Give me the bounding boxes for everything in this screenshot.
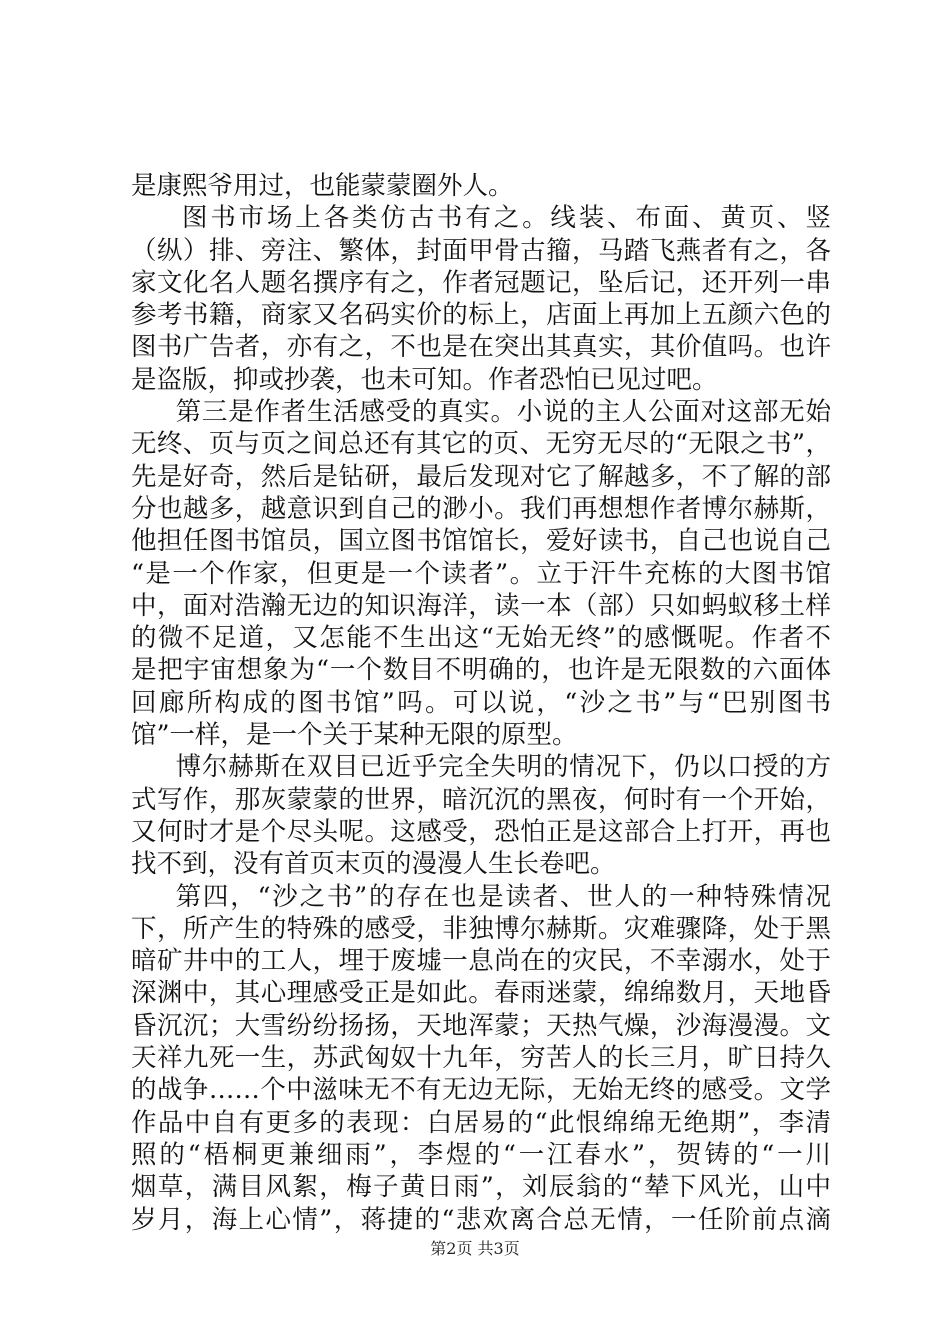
text-line: 他担任图书馆员，国立图书馆馆长，爱好读书，自己也说自己 xyxy=(131,526,831,557)
text-line: “是一个作家，但更是一个读者”。立于汗牛充栋的大图书馆 xyxy=(131,558,831,589)
text-line: 是把宇宙想象为“一个数目不明确的，也许是无限数的六面体 xyxy=(131,655,831,686)
text-line: 暗矿井中的工人，埋于废墟一息尚在的灾民，不幸溺水，处于 xyxy=(131,946,831,977)
text-line: 第四，“沙之书”的存在也是读者、世人的一种特殊情况 xyxy=(175,881,831,912)
text-line: 又何时才是个尽头呢。这感受，恐怕正是这部合上打开，再也 xyxy=(131,816,831,847)
text-line: 是康熙爷用过，也能蒙蒙圈外人。 xyxy=(131,171,514,201)
paragraph xyxy=(131,170,831,202)
text-line: 照的“梧桐更兼细雨”，李煜的“一江春水”，贺铸的“一川 xyxy=(131,1139,831,1170)
text-line: 博尔赫斯在双目已近乎完全失明的情况下，仍以口授的方 xyxy=(175,752,831,783)
page-footer: 第2页 共3页 xyxy=(430,1239,520,1258)
body-text xyxy=(131,170,831,1236)
paragraph xyxy=(131,202,831,396)
text-line: 第三是作者生活感受的真实。小说的主人公面对这部无始 xyxy=(175,397,831,428)
text-line: 分也越多，越意识到自己的渺小。我们再想想作者博尔赫斯， xyxy=(131,493,831,524)
text-line: （纵）排、旁注、繁体，封面甲骨古籀，马踏飞燕者有之，各 xyxy=(131,235,831,266)
text-line: 无终、页与页之间总还有其它的页、无穷无尽的“无限之书”， xyxy=(131,429,831,460)
text-line: 的微不足道，又怎能不生出这“无始无终”的感慨呢。作者不 xyxy=(131,623,831,654)
paragraph xyxy=(131,396,831,751)
text-line: 回廊所构成的图书馆”吗。可以说，“沙之书”与“巴别图书 xyxy=(131,687,831,718)
text-line: 作品中自有更多的表现：白居易的“此恨绵绵无绝期”，李清 xyxy=(131,1107,831,1138)
text-line: 图书广告者，亦有之，不也是在突出其真实，其价值吗。也许 xyxy=(131,332,831,363)
text-line: 下，所产生的特殊的感受，非独博尔赫斯。灾难骤降，处于黑 xyxy=(131,913,831,944)
text-line: 中，面对浩瀚无边的知识海洋，读一本（部）只如蚂蚁移土样 xyxy=(131,590,831,621)
text-line: 式写作，那灰蒙蒙的世界，暗沉沉的黑夜，何时有一个开始， xyxy=(131,784,831,815)
text-line: 图书市场上各类仿古书有之。线装、布面、黄页、竖 xyxy=(182,203,831,234)
text-line: 馆”一样，是一个关于某种无限的原型。 xyxy=(131,720,578,751)
text-line: 是盗版，抑或抄袭，也未可知。作者恐怕已见过吧。 xyxy=(131,364,718,395)
text-line: 家文化名人题名撰序有之，作者冠题记，坠后记，还开列一串 xyxy=(131,267,831,298)
text-line: 天祥九死一生，苏武匈奴十九年，穷苦人的长三月，旷日持久 xyxy=(131,1043,831,1074)
text-line: 昏沉沉；大雪纷纷扬扬，天地浑蒙；天热气燥，沙海漫漫。文 xyxy=(131,1010,831,1041)
text-line: 的战争……个中滋味无不有无边无际，无始无终的感受。文学 xyxy=(131,1075,831,1106)
paragraph xyxy=(131,881,831,1236)
text-line: 参考书籍，商家又名码实价的标上，店面上再加上五颜六色的 xyxy=(131,300,831,331)
text-line: 岁月，海上心情”，蒋捷的“悲欢离合总无情，一任阶前点滴 xyxy=(131,1204,831,1235)
text-line: 找不到，没有首页末页的漫漫人生长卷吧。 xyxy=(131,849,616,880)
text-line: 烟草，满目风絮，梅子黄日雨”，刘辰翁的“辇下风光，山中 xyxy=(131,1172,831,1203)
text-line: 先是好奇，然后是钻研，最后发现对它了解越多，不了解的部 xyxy=(131,461,831,492)
paragraph xyxy=(131,751,831,880)
text-line: 深渊中，其心理感受正是如此。春雨迷蒙，绵绵数月，天地昏 xyxy=(131,978,831,1009)
